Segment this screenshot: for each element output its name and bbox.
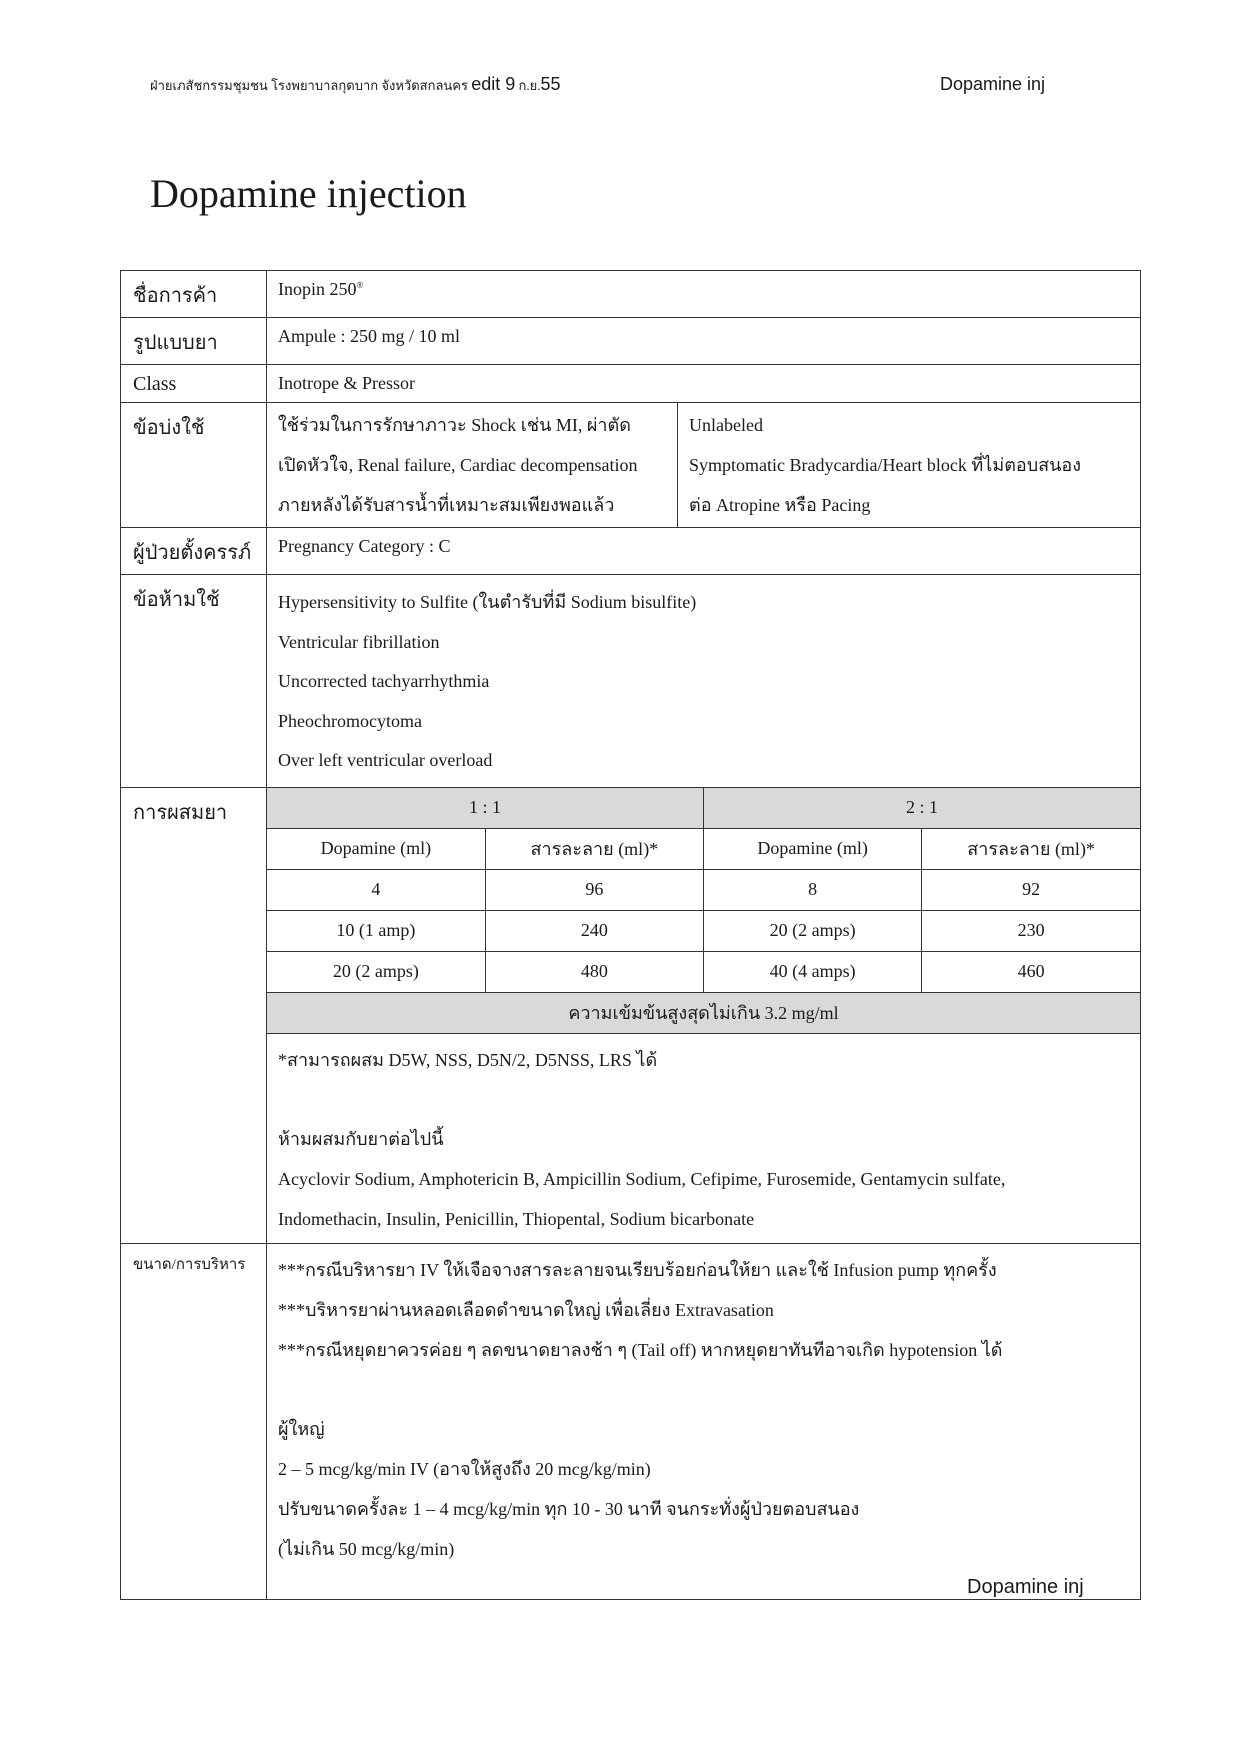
mixing-cell: 4 <box>267 869 485 910</box>
row-dosage-form <box>121 318 1141 365</box>
incompatible-title: ห้ามผสมกับยาต่อไปนี้ <box>278 1128 444 1149</box>
value-dosage-form: Ampule : 250 mg / 10 ml <box>267 318 1141 365</box>
label-mixing: การผสมยา <box>121 787 267 1243</box>
col-diluent-2: สารละลาย (ml)* <box>922 828 1140 869</box>
mixing-cell: 8 <box>704 869 922 910</box>
indication-line: ใช้ร่วมในการรักษาภาวะ Shock เช่น MI, ผ่าตัด <box>278 415 631 435</box>
mixing-cell: 20 (2 amps) <box>704 910 922 951</box>
col-dopamine-1: Dopamine (ml) <box>267 828 485 869</box>
label-indication: ข้อบ่งใช้ <box>121 403 267 528</box>
mixing-cell: 96 <box>485 869 703 910</box>
indication-line: เปิดหัวใจ, Renal failure, Cardiac decompensation <box>278 455 638 475</box>
header-year: 55 <box>540 74 561 94</box>
header-drug-label: Dopamine inj <box>940 74 1046 94</box>
label-dosing: ขนาด/การบริหาร <box>121 1243 267 1599</box>
label-trade-name: ชื่อการค้า <box>121 271 267 318</box>
footer-drug-label: Dopamine inj <box>967 1576 1084 1598</box>
contraindication-item: Hypersensitivity to Sulfite (ในตำรับที่มี Sodium bisulfite) <box>278 592 697 612</box>
contraindication-item: Pheochromocytoma <box>278 710 422 731</box>
mixing-cell: 10 (1 amp) <box>267 910 485 951</box>
registered-mark: ® <box>356 280 364 290</box>
indication-line: Symptomatic Bradycardia/Heart block ที่ไม่ตอบสนอง <box>689 455 1082 475</box>
value-contraindication <box>267 575 1141 788</box>
mixing-cell: 230 <box>922 910 1140 951</box>
mixing-cell: 240 <box>485 910 703 951</box>
incompatible-list-1: Acyclovir Sodium, Amphotericin B, Ampicillin Sodium, Cefipime, Furosemide, Gentamycin sulfate, <box>278 1168 1006 1189</box>
mixing-row <box>267 869 1140 910</box>
row-dosing <box>121 1243 1141 1599</box>
adult-dose: (ไม่เกิน 50 mcg/kg/min) <box>278 1538 455 1559</box>
contraindication-item: Ventricular fibrillation <box>278 631 440 652</box>
mixing-cell: 460 <box>922 951 1140 992</box>
adult-title: ผู้ใหญ่ <box>278 1418 325 1439</box>
indication-line: ภายหลังได้รับสารน้ำที่เหมาะสมเพียงพอแล้ว <box>278 495 615 515</box>
trade-name-text: Inopin 250 <box>278 279 357 299</box>
value-dosing <box>267 1243 1141 1599</box>
value-trade-name <box>267 271 1141 318</box>
value-class: Inotrope & Pressor <box>267 365 1141 403</box>
col-diluent-1: สารละลาย (ml)* <box>485 828 703 869</box>
indication-labeled <box>267 403 678 527</box>
row-mixing <box>121 787 1141 1243</box>
indication-unlabeled <box>678 403 1140 527</box>
label-dosage-form: รูปแบบยา <box>121 318 267 365</box>
mixing-notes <box>267 1034 1140 1243</box>
drug-info-table <box>120 270 1141 1600</box>
mixing-cell: 480 <box>485 951 703 992</box>
row-trade-name <box>121 271 1141 318</box>
ratio-1-header: 1 : 1 <box>267 788 704 829</box>
mixing-row <box>267 951 1140 992</box>
adult-dose: 2 – 5 mcg/kg/min IV (อาจให้สูงถึง 20 mcg/kg/min) <box>278 1458 651 1479</box>
row-pregnancy <box>121 528 1141 575</box>
document-title: Dopamine injection <box>150 171 467 216</box>
indication-line: ต่อ Atropine หรือ Pacing <box>689 495 871 515</box>
row-indication <box>121 403 1141 528</box>
row-contraindication <box>121 575 1141 788</box>
value-indication <box>267 403 1141 528</box>
dosing-note: ***บริหารยาผ่านหลอดเลือดดำขนาดใหญ่ เพื่อเลี่ยง Extravasation <box>278 1299 774 1320</box>
col-dopamine-2: Dopamine (ml) <box>704 828 922 869</box>
dosing-note: ***กรณีหยุดยาควรค่อย ๆ ลดขนาดยาลงช้า ๆ (Tail off) หากหยุดยาทันทีอาจเกิด hypotension ได้ <box>278 1339 1003 1360</box>
header-org-name: ฝ่ายเภสัชกรรมชุมชน โรงพยาบาลกุดบาก จังหวัดสกลนคร <box>150 78 468 93</box>
label-class: Class <box>121 365 267 403</box>
incompatible-list-2: Indomethacin, Insulin, Penicillin, Thiopental, Sodium bicarbonate <box>278 1208 755 1229</box>
dosing-note: ***กรณีบริหารยา IV ให้เจือจางสารละลายจนเรียบร้อยก่อนให้ยา และใช้ Infusion pump ทุกครั้ง <box>278 1259 997 1280</box>
row-class <box>121 365 1141 403</box>
contraindication-item: Over left ventricular overload <box>278 750 493 770</box>
adult-dose: ปรับขนาดครั้งละ 1 – 4 mcg/kg/min ทุก 10 - 30 นาที จนกระทั่งผู้ป่วยตอบสนอง <box>278 1498 860 1519</box>
mixing-cell: 92 <box>922 869 1140 910</box>
ratio-2-header: 2 : 1 <box>704 788 1141 829</box>
mixing-table <box>267 788 1140 1034</box>
label-pregnancy: ผู้ป่วยตั้งครรภ์ <box>121 528 267 575</box>
max-concentration: ความเข้มข้นสูงสุดไม่เกิน 3.2 mg/ml <box>267 992 1140 1033</box>
mixing-cell: 40 (4 amps) <box>704 951 922 992</box>
compatible-diluents: *สามารถผสม D5W, NSS, D5N/2, D5NSS, LRS ได้ <box>278 1049 658 1070</box>
mixing-cell: 20 (2 amps) <box>267 951 485 992</box>
indication-line: Unlabeled <box>689 415 763 435</box>
label-contraindication: ข้อห้ามใช้ <box>121 575 267 788</box>
header-month: ก.ย. <box>518 78 541 93</box>
value-mixing <box>267 787 1141 1243</box>
header-org <box>150 74 561 96</box>
contraindication-item: Uncorrected tachyarrhythmia <box>278 671 490 691</box>
header-edit: edit 9 <box>471 74 516 94</box>
value-pregnancy: Pregnancy Category : C <box>267 528 1141 575</box>
mixing-row <box>267 910 1140 951</box>
